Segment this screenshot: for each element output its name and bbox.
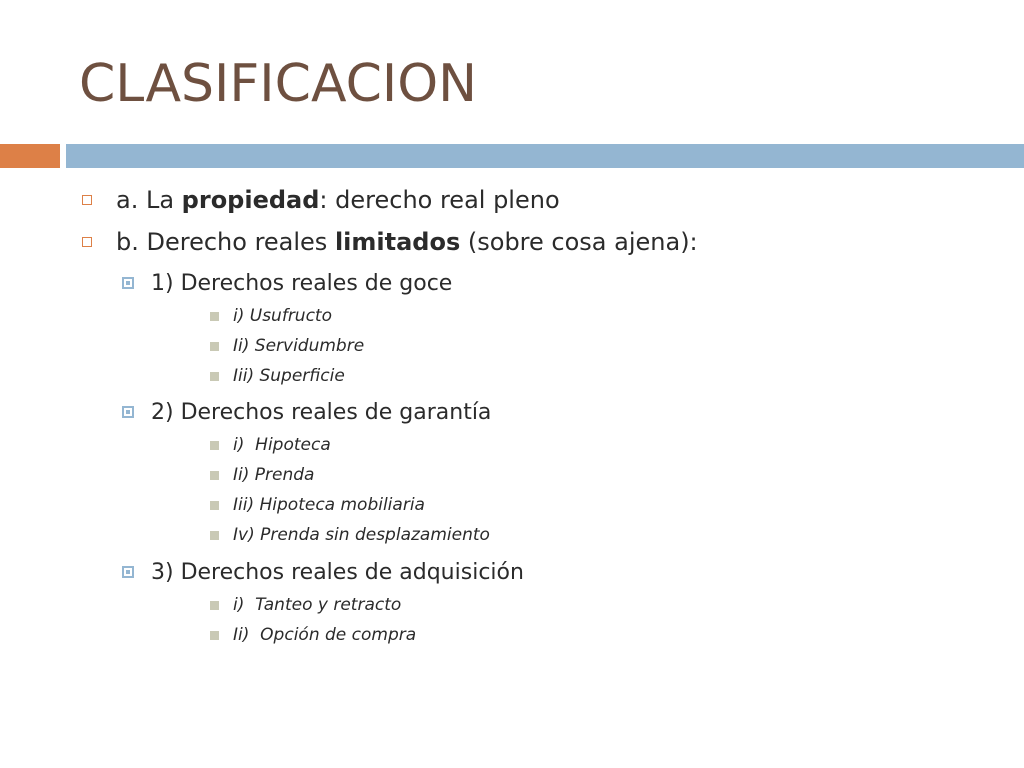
filled-square-bullet-icon <box>210 312 219 321</box>
outline-subitem <box>210 523 490 547</box>
group-3-label: 3) Derechos reales de adquisición <box>151 559 524 585</box>
outline-subitem <box>210 334 364 358</box>
item-b-prefix: b. Derecho reales <box>116 228 335 256</box>
filled-square-bullet-icon <box>210 342 219 351</box>
subitem-text: Ii) Opción de compra <box>233 625 417 645</box>
item-a-bold: propiedad <box>181 186 320 214</box>
group-2-label: 2) Derechos reales de garantía <box>151 399 492 425</box>
outline-subitem <box>210 433 331 457</box>
subitem-text: Iv) Prenda sin desplazamiento <box>233 525 490 545</box>
filled-square-bullet-icon <box>210 471 219 480</box>
item-b-suffix: (sobre cosa ajena): <box>460 228 698 256</box>
subitem-text: Iii) Hipoteca mobiliaria <box>233 495 425 515</box>
filled-square-bullet-icon <box>210 531 219 540</box>
subitem-text: i) Tanteo y retracto <box>233 595 402 615</box>
outline-subitem <box>210 304 332 328</box>
hollow-square-bullet-icon <box>82 195 92 205</box>
outline-group-3 <box>122 557 524 587</box>
filled-square-bullet-icon <box>210 372 219 381</box>
group-1-label: 1) Derechos reales de goce <box>151 270 453 296</box>
framed-square-bullet-icon <box>122 566 134 578</box>
subitem-text: Ii) Prenda <box>233 465 315 485</box>
filled-square-bullet-icon <box>210 631 219 640</box>
outline-item-a <box>82 184 560 216</box>
framed-square-bullet-icon <box>122 406 134 418</box>
item-b-bold: limitados <box>334 228 461 256</box>
subitem-text: Iii) Superficie <box>233 366 345 386</box>
filled-square-bullet-icon <box>210 441 219 450</box>
outline-group-1 <box>122 268 452 298</box>
slide-title: CLASIFICACION <box>79 54 478 114</box>
filled-square-bullet-icon <box>210 601 219 610</box>
outline-group-2 <box>122 397 491 427</box>
outline-subitem <box>210 364 345 388</box>
item-a-prefix: a. La <box>116 186 182 214</box>
subitem-text: Ii) Servidumbre <box>233 336 365 356</box>
subitem-text: i) Hipoteca <box>233 435 331 455</box>
filled-square-bullet-icon <box>210 501 219 510</box>
item-a-suffix: : derecho real pleno <box>319 186 560 214</box>
outline-subitem <box>210 493 425 517</box>
hollow-square-bullet-icon <box>82 237 92 247</box>
outline-subitem <box>210 623 416 647</box>
outline-subitem <box>210 463 314 487</box>
outline-subitem <box>210 593 401 617</box>
framed-square-bullet-icon <box>122 277 134 289</box>
outline-item-b <box>82 226 698 258</box>
subitem-text: i) Usufructo <box>233 306 332 326</box>
